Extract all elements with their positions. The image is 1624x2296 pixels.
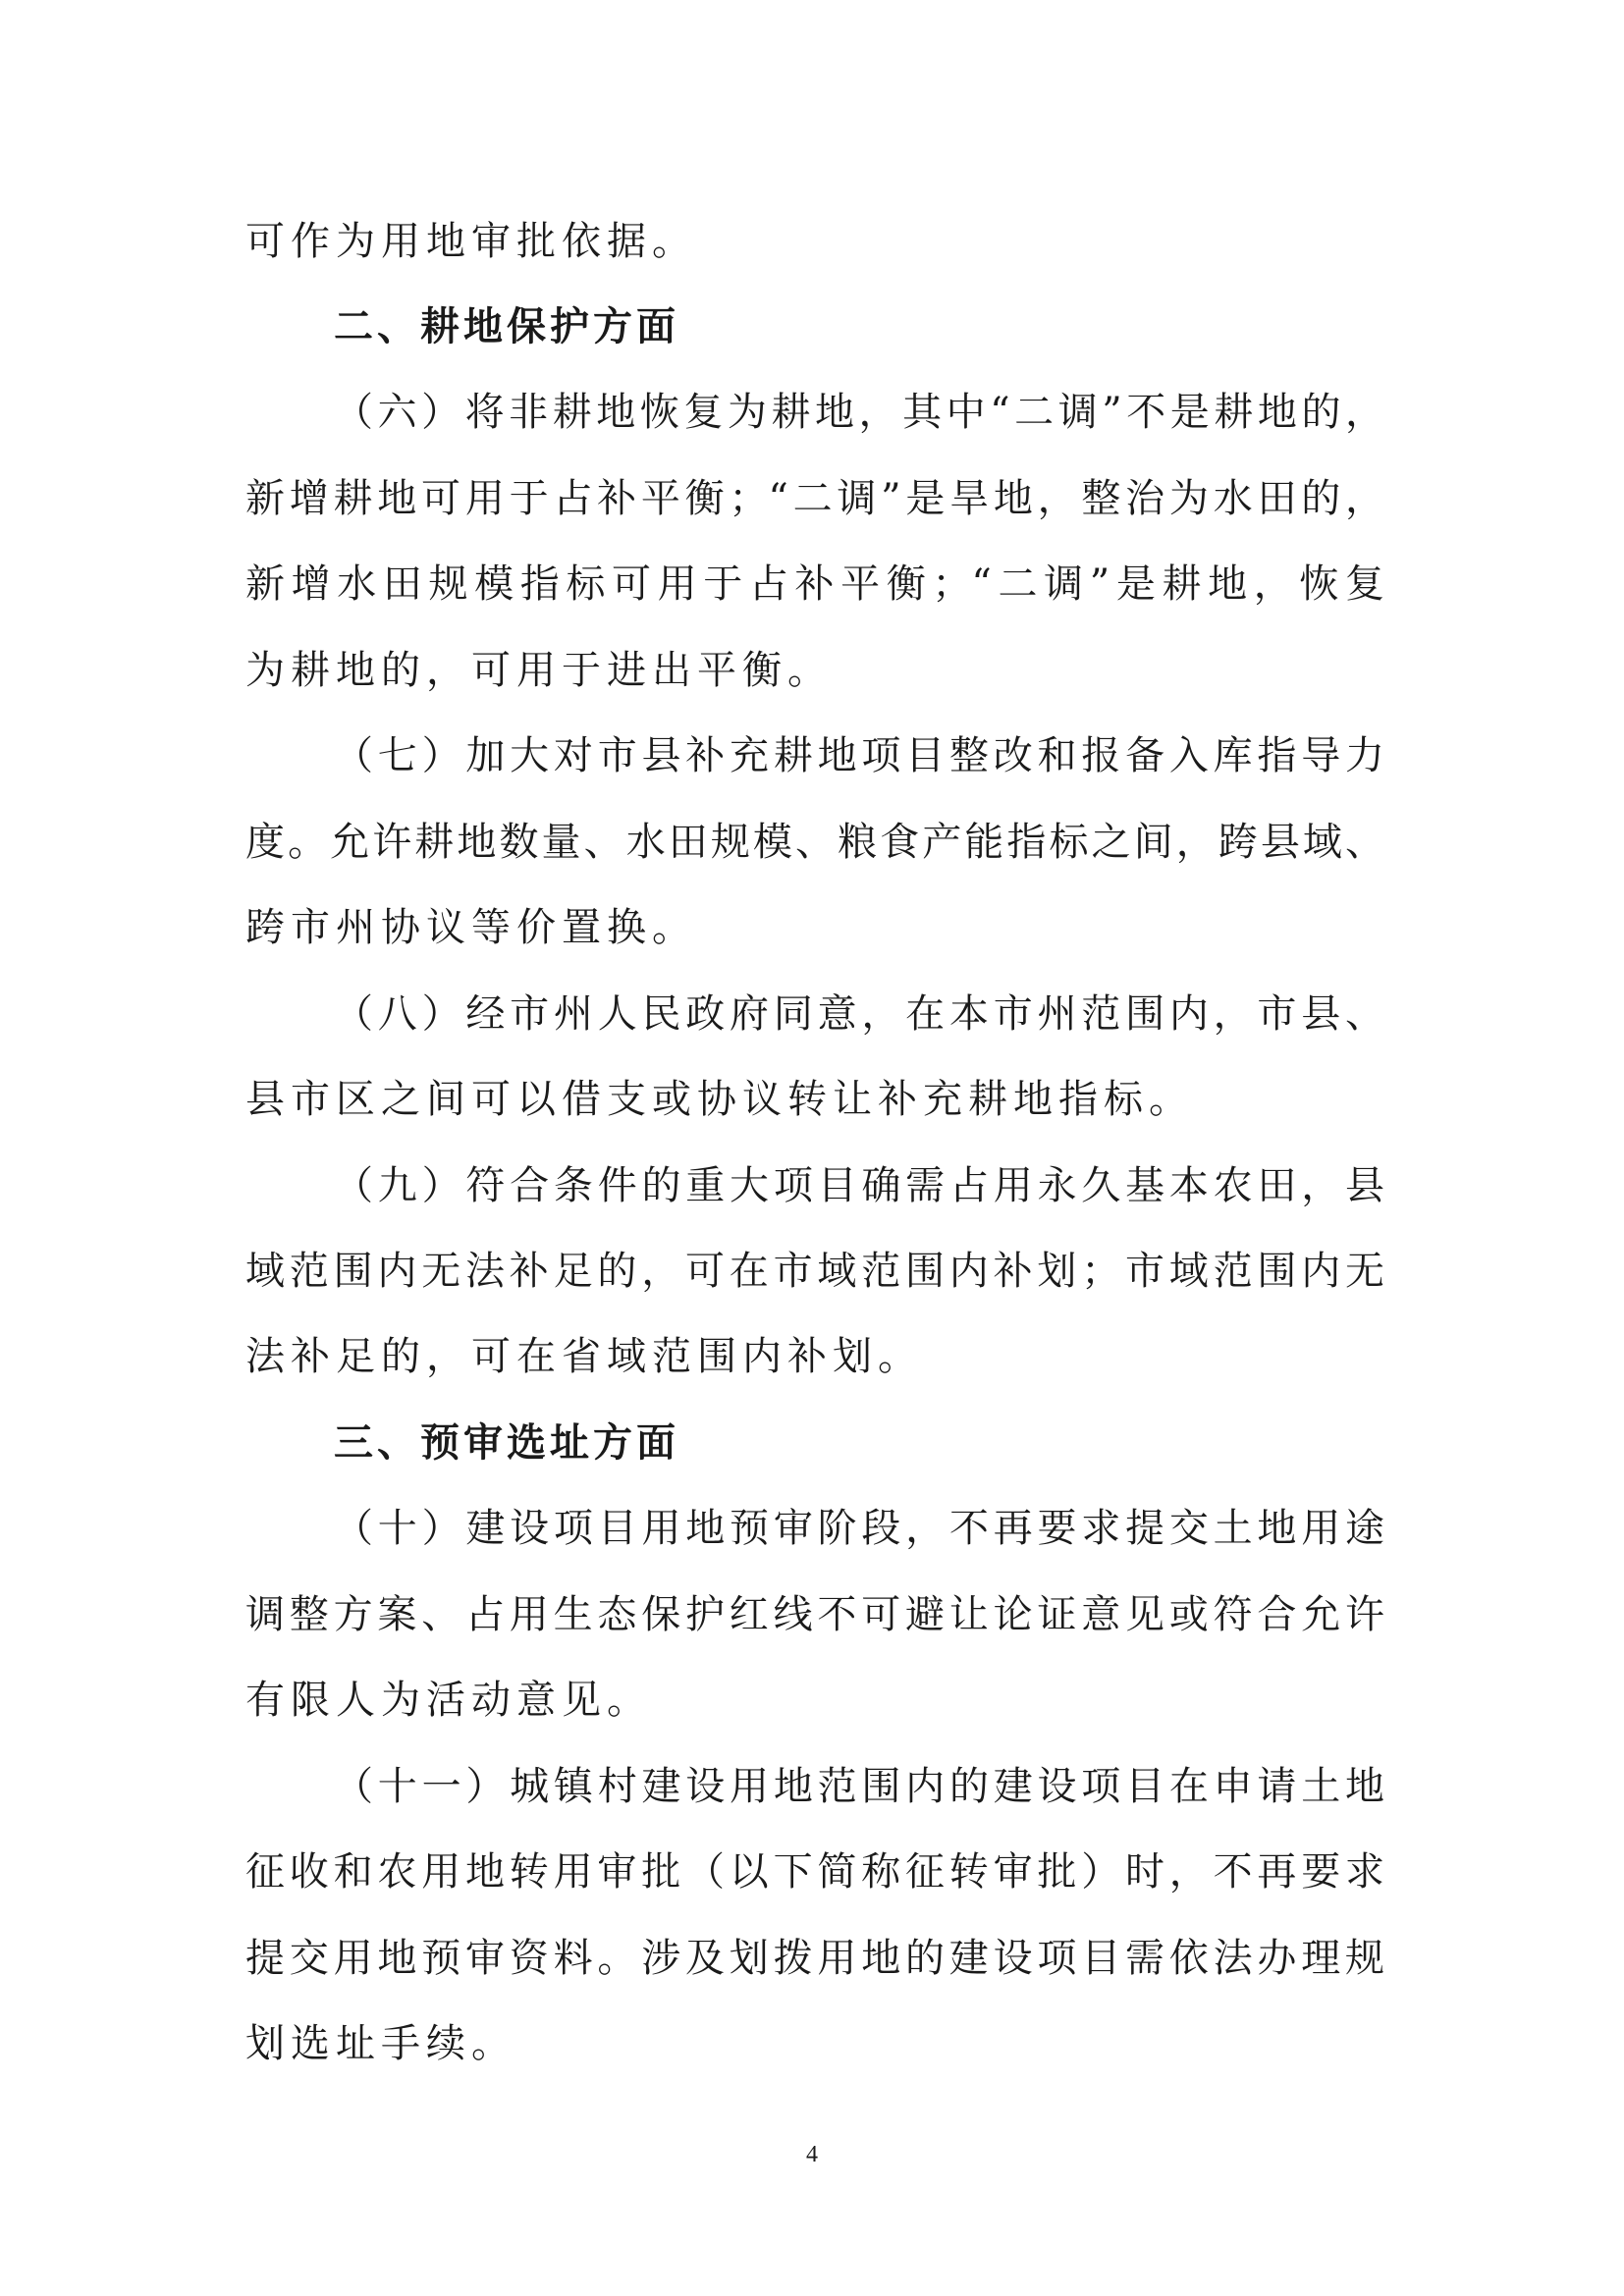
paragraph-line: 县市区之间可以借支或协议转让补充耕地指标。 xyxy=(245,1077,1194,1122)
paragraph-line: 域范围内无法补足的，可在市域范围内补划；市域范围内无 xyxy=(245,1249,1384,1294)
paragraph-line: 调整方案、占用生态保护红线不可避让论证意见或符合允许 xyxy=(245,1592,1384,1637)
section-heading-cultivated-land: 二、耕地保护方面 xyxy=(334,304,679,349)
paragraph-line: （十一）城镇村建设用地范围内的建设项目在申请土地 xyxy=(334,1764,1384,1809)
paragraph-line: 可作为用地审批依据。 xyxy=(245,219,697,264)
section-heading-preliminary-review: 三、预审选址方面 xyxy=(334,1420,679,1466)
paragraph-line: 法补足的，可在省域范围内补划。 xyxy=(245,1334,923,1379)
page-number: 4 xyxy=(806,2142,818,2167)
paragraph-line: 跨市州协议等价置换。 xyxy=(245,905,697,950)
paragraph-line: （九）符合条件的重大项目确需占用永久基本农田，县 xyxy=(334,1163,1384,1208)
paragraph-line: 有限人为活动意见。 xyxy=(245,1678,652,1723)
paragraph-line: 新增水田规模指标可用于占补平衡；“二调”是耕地，恢复 xyxy=(245,561,1384,607)
paragraph-line: 度。允许耕地数量、水田规模、粮食产能指标之间，跨县域、 xyxy=(245,820,1384,865)
paragraph-line: （六）将非耕地恢复为耕地，其中“二调”不是耕地的， xyxy=(334,390,1384,435)
paragraph-line: （十）建设项目用地预审阶段，不再要求提交土地用途 xyxy=(334,1506,1384,1551)
paragraph-line: 新增耕地可用于占补平衡；“二调”是旱地，整治为水田的， xyxy=(245,476,1384,521)
paragraph-line: 划选址手续。 xyxy=(245,2021,516,2066)
paragraph-line: （八）经市州人民政府同意，在本市州范围内，市县、 xyxy=(334,991,1384,1037)
paragraph-line: （七）加大对市县补充耕地项目整改和报备入库指导力 xyxy=(334,733,1384,778)
paragraph-line: 为耕地的，可用于进出平衡。 xyxy=(245,648,833,693)
paragraph-line: 提交用地预审资料。涉及划拨用地的建设项目需依法办理规 xyxy=(245,1936,1384,1981)
paragraph-line: 征收和农用地转用审批（以下简称征转审批）时，不再要求 xyxy=(245,1849,1384,1895)
